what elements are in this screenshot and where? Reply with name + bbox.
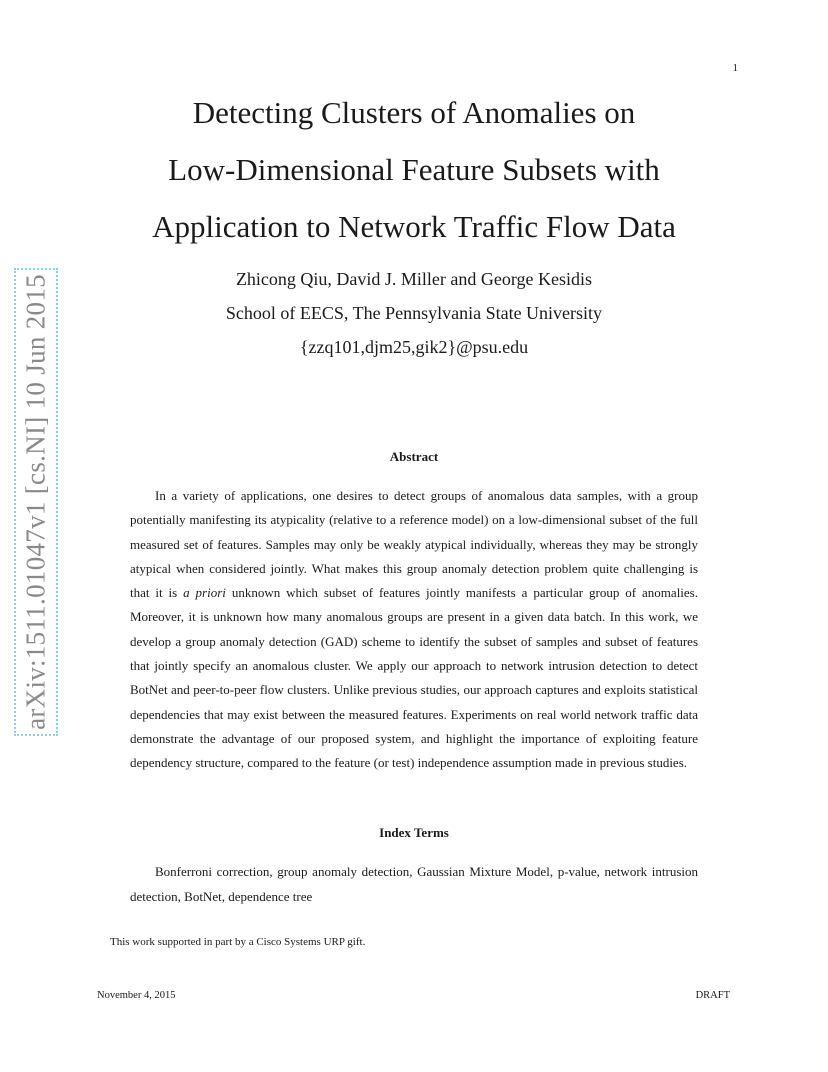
footer-status: DRAFT	[695, 990, 730, 1001]
page-number: 1	[732, 62, 738, 74]
title-line: Low-Dimensional Feature Subsets with	[168, 152, 660, 187]
abstract-text	[130, 484, 698, 776]
abstract-text-part: In a variety of applications, one desires to detect groups of anomalous data samples, with a group potentially manifesting its atypicality (relative to a reference model) on a low-dimensional subset of the full measured set of features. Samples may only be weakly atypical individually, whereas they may be strongly atypical when considered jointly. What makes this group anomaly detection problem quite challenging is that it is	[130, 488, 698, 601]
author-block	[120, 262, 708, 364]
index-terms-heading: Index Terms	[379, 825, 449, 840]
index-terms-text: Bonferroni correction, group anomaly detection, Gaussian Mixture Model, p-value, network intrusion detection, BotNet, dependence tree	[130, 864, 698, 904]
affiliation: School of EECS, The Pennsylvania State University	[225, 303, 603, 323]
abstract-text-part: unknown which subset of features jointly manifests a particular group of anomalies. Moreover, it is unknown how many anomalous groups are present in a given data batch. In this work, we develop a group anomaly detection (GAD) scheme to identify the subset of samples and subset of features that jointly specify an anomalous cluster. We apply our approach to network intrusion detection to detect BotNet and peer-to-peer flow clusters. Unlike previous studies, our approach captures and exploits statistical dependencies that may exist between the measured features. Experiments on real world network traffic data demonstrate the advantage of our proposed system, and highlight the importance of exploiting feature dependency structure, compared to the feature (or test) independence assumption made in previous studies.	[130, 585, 698, 771]
abstract-heading: Abstract	[389, 449, 439, 464]
abstract-italic-phrase: a priori	[183, 585, 226, 601]
funding-footnote: This work supported in part by a Cisco Systems URP gift.	[110, 936, 366, 948]
email: {zzq101,djm25,gik2}@psu.edu	[299, 337, 529, 357]
title-line: Detecting Clusters of Anomalies on	[192, 95, 636, 130]
authors: Zhicong Qiu, David J. Miller and George Kesidis	[235, 269, 593, 289]
footer-date: November 4, 2015	[97, 990, 176, 1001]
arxiv-stamp	[14, 268, 58, 736]
arxiv-identifier: arXiv:1511.01047v1 [cs.NI] 10 Jun 2015	[20, 274, 51, 730]
title-line: Application to Network Traffic Flow Data	[152, 209, 676, 244]
paper-title	[100, 84, 728, 255]
